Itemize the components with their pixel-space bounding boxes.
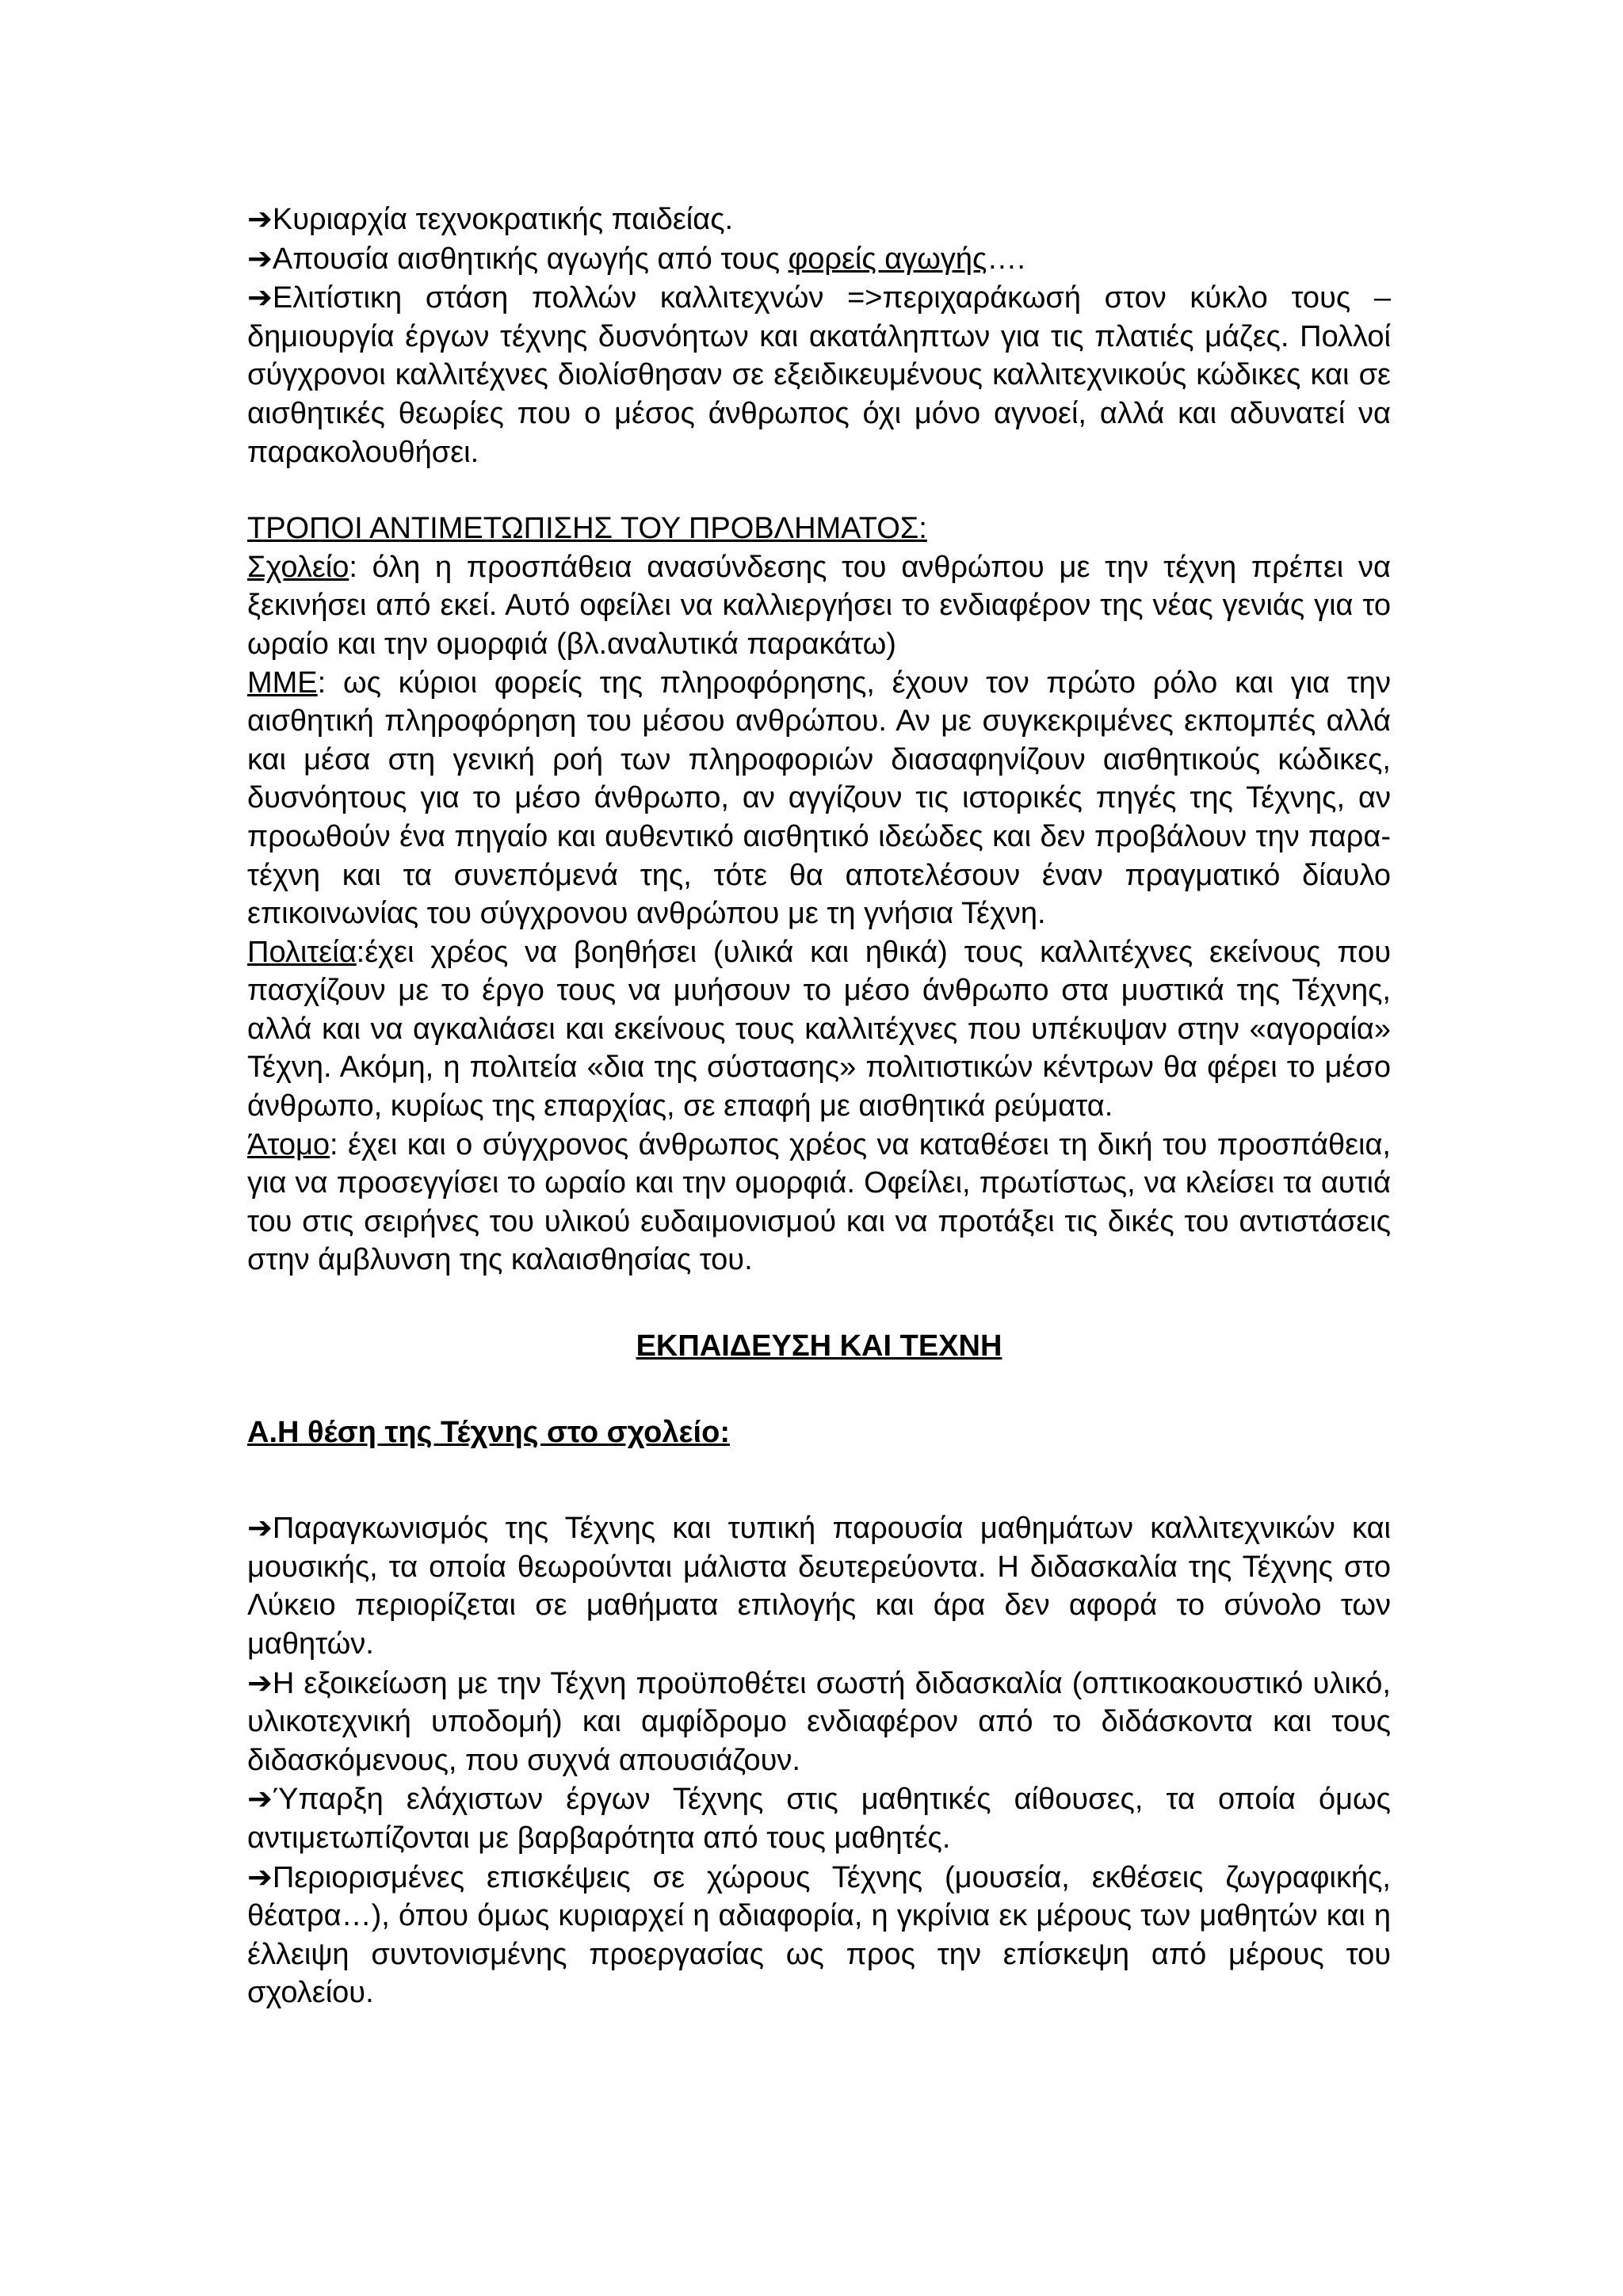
arrow-icon: ➔ [247,1859,273,1894]
arrow-icon: ➔ [247,1781,273,1817]
arrow-icon: ➔ [247,280,273,315]
remedy-media [247,664,1391,933]
remedy-label: ΜΜΕ [247,666,318,700]
section-bullet [247,1858,1391,2012]
bullet-text: Απουσία αισθητικής αγωγής από τους [272,242,789,276]
bullet-text: Παραγκωνισμός της Τέχνης και τυπική παρουσία μαθημάτων καλλιτεχνικών και μουσικής, τα οποία θεωρούνται μάλιστα δευτερεύοντα. Η διδασκαλία της Τέχνης στο Λύκειο περιορίζεται σε μαθήματα επιλογής και άρα δεν αφορά το σύνολο των μαθητών. [247,1512,1391,1661]
bullet-text: Ελιτίστικη στάση πολλών καλλιτεχνών =>περιχαράκωσή στον κύκλο τους – δημιουργία έργων τέχνης δυσνόητων και ακατάληπτων για τις πλατιές μάζες. Πολλοί σύγχρονοι καλλιτέχνες διολίσθησαν σε εξειδικευμένους καλλιτεχνικούς κώδικες και σε αισθητικές θεωρίες που ο μέσος άνθρωπος όχι μόνο αγνοεί, αλλά και αδυνατεί να παρακολουθήσει. [247,281,1391,469]
remedy-label: Πολιτεία [247,935,357,969]
remedy-school [247,548,1391,664]
remedy-label: Άτομο [247,1127,330,1161]
arrow-icon: ➔ [247,240,273,276]
bullet-text: Κυριαρχία τεχνοκρατικής παιδείας. [272,203,734,236]
bullet-text: Ύπαρξη ελάχιστων έργων Τέχνης στις μαθητικές αίθουσες, τα οποία όμως αντιμετωπίζονται με βαρβαρότητα από τους μαθητές. [247,1783,1391,1855]
spacer [247,1280,1391,1327]
section-bullet [247,1508,1391,1663]
remedy-individual [247,1126,1391,1280]
bullet-text-end: …. [987,242,1025,276]
intro-bullet [247,200,1391,239]
spacer [247,471,1391,509]
section-subtitle: Α.Η θέση της Τέχνης στο σχολείο: [247,1415,730,1449]
underlined-term: φορείς αγωγής [788,242,987,276]
remedy-text: :έχει χρέος να βοηθήσει (υλικά και ηθικά) τους καλλιτέχνες εκείνους που πασχίζουν με το έργο τους να μυήσουν το μέσο άνθρωπο στα μυστικά της Τέχνης, αλλά και να αγκαλιάσει και εκείνους τους καλλιτέχνες που υπέκυψαν στην «αγοραία» Τέχνη. Ακόμη, η πολιτεία «δια της σύστασης» πολιτιστικών κέντρων θα φέρει το μέσο άνθρωπο, κυρίως της επαρχίας, σε επαφή με αισθητικά ρεύματα. [247,935,1391,1123]
remedy-label: Σχολείο [247,550,349,584]
arrow-icon: ➔ [247,1510,273,1546]
intro-bullet [247,278,1391,471]
arrow-icon: ➔ [247,1665,273,1700]
spacer [247,1366,1391,1413]
remedy-state [247,933,1391,1126]
remedies-heading: ΤΡΟΠΟΙ ΑΝΤΙΜΕΤΩΠΙΣΗΣ ΤΟΥ ΠΡΟΒΛΗΜΑΤΟΣ: [247,512,927,546]
document-page [247,200,1391,2012]
arrow-icon: ➔ [247,201,273,236]
remedy-text: : όλη η προσπάθεια ανασύνδεσης του ανθρώπου με την τέχνη πρέπει να ξεκινήσει από εκεί. Αυτό οφείλει να καλλιεργήσει το ενδιαφέρον της νέας γενιάς για το ωραίο και την ομορφιά (βλ.αναλυτικά παρακάτω) [247,550,1391,661]
spacer [247,1451,1391,1508]
section-bullet [247,1779,1391,1857]
bullet-text: Η εξοικείωση με την Τέχνη προϋποθέτει σωστή διδασκαλία (οπτικοακουστικό υλικό, υλικοτεχνική υποδομή) και αμφίδρομο ενδιαφέρον από το διδάσκοντα και τους διδασκόμενους, που συχνά απουσιάζουν. [247,1666,1391,1777]
remedy-text: : έχει και ο σύγχρονος άνθρωπος χρέος να καταθέσει τη δική του προσπάθεια, για να προσεγγίσει το ωραίο και την ομορφιά. Οφείλει, πρωτίστως, να κλείσει τα αυτιά του στις σειρήνες του υλικού ευδαιμονισμού και να προτάξει τις δικές του αντιστάσεις στην άμβλυνση της καλαισθησίας του. [247,1127,1391,1277]
remedy-text: : ως κύριοι φορείς της πληροφόρησης, έχουν τον πρώτο ρόλο και για την αισθητική πληροφόρηση του μέσου ανθρώπου. Αν με συγκεκριμένες εκπομπές αλλά και μέσα στη γενική ροή των πληροφοριών διασαφηνίζουν αισθητικούς κώδικες, δυσνόητους για το μέσο άνθρωπο, αν αγγίζουν τις ιστορικές πηγές της Τέχνης, αν προωθούν ένα πηγαίο και αυθεντικό αισθητικό ιδεώδες και δεν προβάλουν την παρα-τέχνη και τα συνεπόμενά της, τότε θα αποτελέσουν έναν πραγματικό δίαυλο επικοινωνίας του σύγχρονου ανθρώπου με τη γνήσια Τέχνη. [247,666,1391,931]
bullet-text: Περιορισμένες επισκέψεις σε χώρους Τέχνης (μουσεία, εκθέσεις ζωγραφικής, θέατρα…), όπου όμως κυριαρχεί η αδιαφορία, η γκρίνια εκ μέρους των μαθητών και η έλλειψη συντονισμένης προεργασίας ως προς την επίσκεψη από μέρους του σχολείου. [247,1860,1391,2010]
intro-bullet [247,239,1391,279]
section-title: ΕΚΠΑΙΔΕΥΣΗ ΚΑΙ ΤΕΧΝΗ [636,1329,1002,1363]
section-bullet [247,1664,1391,1780]
